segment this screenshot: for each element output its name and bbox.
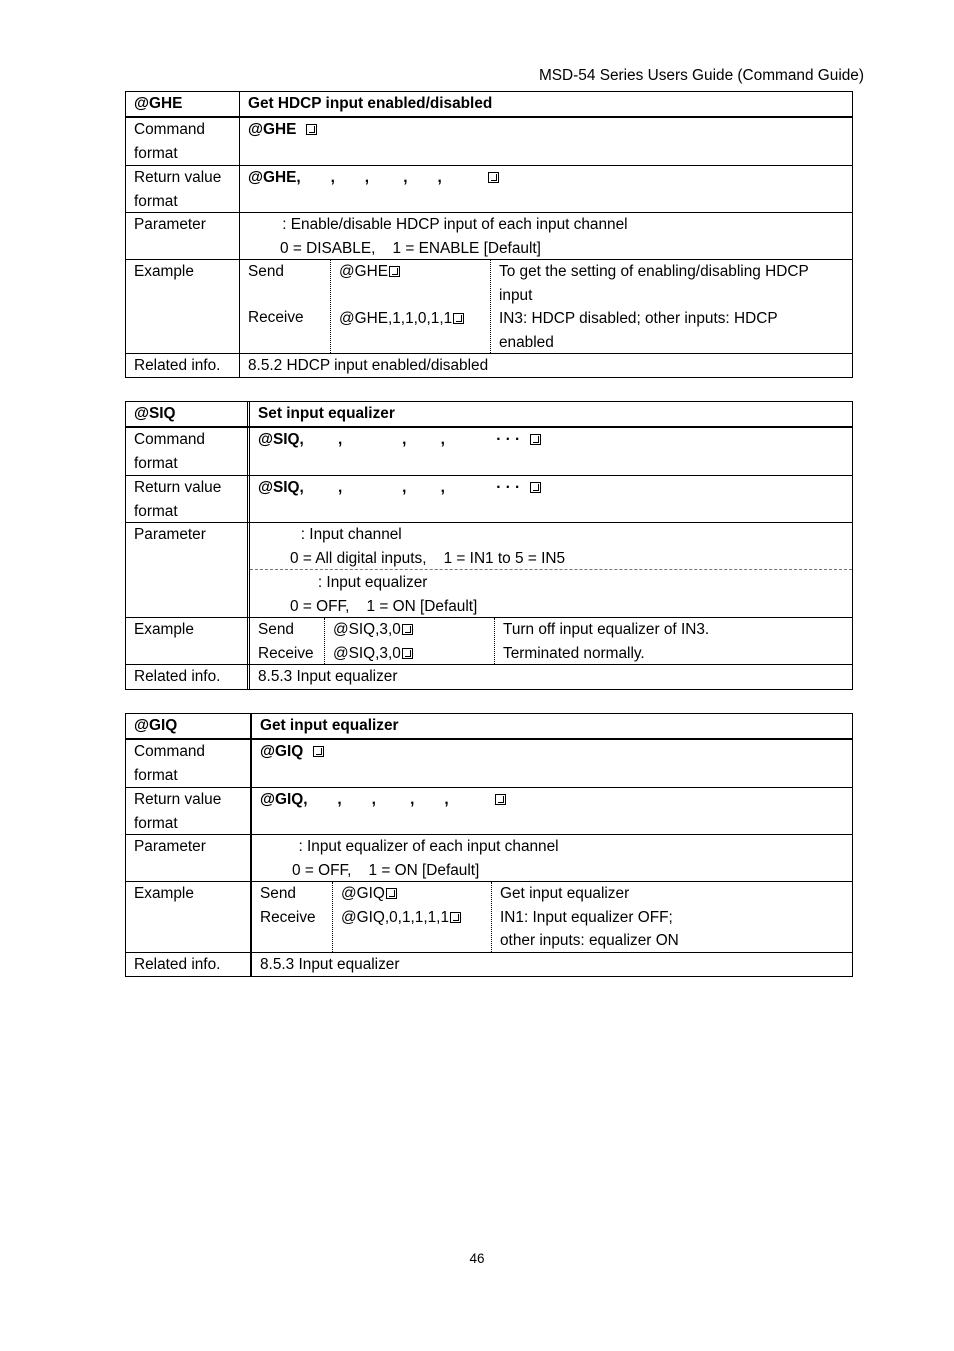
siq-example-value bbox=[247, 618, 852, 664]
siq-example-commands: @SIQ,3,0 @SIQ,3,0 bbox=[324, 618, 494, 664]
giq-parameter-row bbox=[126, 834, 852, 881]
giq-parameter-value: : Input equalizer of each input channel 0 = OFF, 1 = ON [Default] bbox=[250, 835, 852, 881]
giq-command-table bbox=[125, 713, 853, 977]
giq-example-value bbox=[250, 882, 852, 952]
return-key-icon bbox=[488, 172, 499, 183]
siq-related-info-label: Related info. bbox=[134, 668, 221, 685]
siq-related-info-value: 8.5.3 Input equalizer bbox=[247, 665, 852, 689]
giq-command-name: @GIQ bbox=[134, 717, 178, 734]
return-key-icon bbox=[402, 624, 413, 635]
return-key-icon bbox=[386, 888, 397, 899]
ghe-command-format-value: @GHE bbox=[239, 118, 852, 165]
return-key-icon bbox=[495, 794, 506, 805]
siq-command-format-label: Command format bbox=[134, 431, 205, 472]
giq-related-info-value: 8.5.3 Input equalizer bbox=[250, 953, 852, 976]
giq-command-format-label: Command format bbox=[134, 743, 205, 784]
siq-related-info-row bbox=[126, 664, 852, 689]
siq-command-format-value: @SIQ, , , , · · · bbox=[247, 428, 852, 475]
ghe-header-row bbox=[126, 92, 852, 117]
giq-related-info-row bbox=[126, 952, 852, 976]
siq-example-descriptions: Turn off input equalizer of IN3. Terminated normally. bbox=[494, 618, 852, 664]
ghe-example-label: Example bbox=[134, 263, 194, 280]
giq-example-commands: @GIQ @GIQ,0,1,1,1,1 bbox=[332, 882, 491, 952]
siq-parameter-label: Parameter bbox=[134, 526, 206, 543]
ghe-command-table bbox=[125, 91, 853, 378]
ghe-command-format-row bbox=[126, 117, 852, 165]
siq-command-table bbox=[125, 401, 853, 690]
giq-return-format-value: @GIQ, , , , , bbox=[250, 788, 852, 834]
ghe-parameter-value: : Enable/disable HDCP input of each input channel 0 = DISABLE, 1 = ENABLE [Default] bbox=[239, 213, 852, 259]
ghe-parameter-label: Parameter bbox=[134, 216, 206, 233]
giq-command-format-row bbox=[126, 739, 852, 787]
return-key-icon bbox=[402, 648, 413, 659]
ghe-return-format-label: Return value format bbox=[134, 169, 222, 210]
ghe-related-info-value: 8.5.2 HDCP input enabled/disabled bbox=[239, 354, 852, 377]
giq-command-title: Get input equalizer bbox=[250, 714, 852, 738]
page-number: 46 bbox=[469, 1251, 485, 1266]
siq-command-format-row bbox=[126, 427, 852, 475]
siq-parameter-value: : Input channel 0 = All digital inputs, 1 = IN1 to 5 = IN5 : Input equalizer 0 = OFF, 1 = ON [Default] bbox=[247, 523, 852, 617]
siq-example-direction: Send Receive bbox=[258, 621, 314, 662]
parameter-divider bbox=[250, 569, 852, 570]
siq-parameter-row bbox=[126, 522, 852, 617]
ghe-return-format-value: @GHE, , , , , bbox=[239, 166, 852, 212]
giq-example-row bbox=[126, 881, 852, 952]
return-key-icon bbox=[453, 313, 464, 324]
giq-command-format-value: @GIQ bbox=[250, 740, 852, 787]
siq-example-label: Example bbox=[134, 621, 194, 638]
ghe-return-format-row bbox=[126, 165, 852, 212]
siq-return-format-row bbox=[126, 475, 852, 522]
return-key-icon bbox=[530, 434, 541, 445]
ghe-example-value bbox=[239, 260, 852, 353]
siq-header-row bbox=[126, 402, 852, 427]
return-key-icon bbox=[389, 266, 400, 277]
giq-return-format-label: Return value format bbox=[134, 791, 222, 832]
ghe-command-name: @GHE bbox=[134, 95, 183, 112]
siq-return-format-label: Return value format bbox=[134, 479, 222, 520]
siq-command-name: @SIQ bbox=[134, 405, 176, 422]
return-key-icon bbox=[306, 124, 317, 135]
giq-parameter-label: Parameter bbox=[134, 838, 206, 855]
giq-header-row bbox=[126, 714, 852, 739]
giq-example-direction: Send Receive bbox=[260, 885, 316, 926]
giq-example-descriptions: Get input equalizer IN1: Input equalizer OFF; other inputs: equalizer ON bbox=[491, 882, 852, 952]
ghe-example-descriptions: To get the setting of enabling/disabling HDCP input IN3: HDCP disabled; other inputs: HDCP enabled bbox=[490, 260, 852, 353]
siq-return-format-value: @SIQ, , , , · · · bbox=[247, 476, 852, 522]
ghe-related-info-row bbox=[126, 353, 852, 377]
giq-return-format-row bbox=[126, 787, 852, 834]
return-key-icon bbox=[313, 746, 324, 757]
return-key-icon bbox=[450, 912, 461, 923]
ghe-related-info-label: Related info. bbox=[134, 357, 221, 374]
ghe-command-format-label: Command format bbox=[134, 121, 205, 162]
giq-example-label: Example bbox=[134, 885, 194, 902]
document-header: MSD-54 Series Users Guide (Command Guide) bbox=[538, 67, 864, 84]
return-key-icon bbox=[530, 482, 541, 493]
giq-related-info-label: Related info. bbox=[134, 956, 221, 973]
ghe-example-commands: @GHE @GHE,1,1,0,1,1 bbox=[330, 260, 490, 353]
ghe-example-row bbox=[126, 259, 852, 353]
siq-command-title: Set input equalizer bbox=[247, 402, 852, 426]
siq-example-row bbox=[126, 617, 852, 664]
ghe-example-direction: Send Receive bbox=[248, 263, 304, 326]
ghe-command-title: Get HDCP input enabled/disabled bbox=[239, 92, 852, 116]
ghe-parameter-row bbox=[126, 212, 852, 259]
